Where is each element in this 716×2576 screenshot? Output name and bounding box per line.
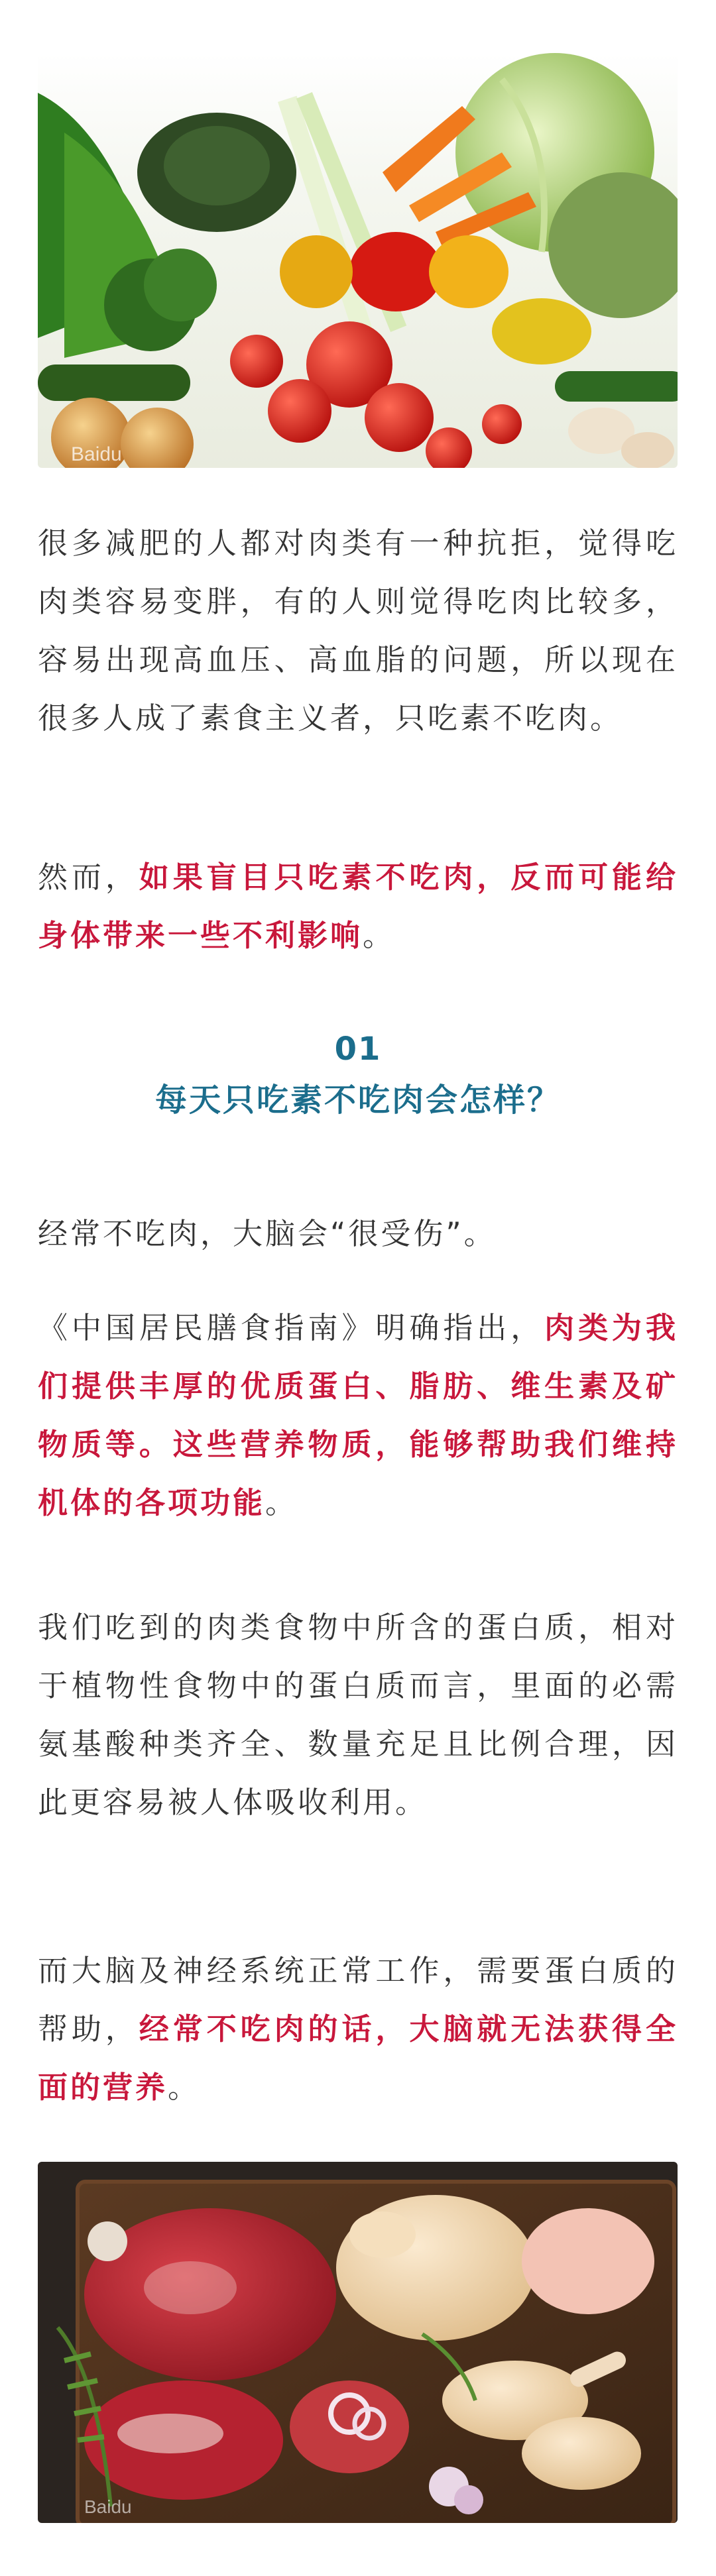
intro-conclusion-lead: 然而， [38,860,139,895]
section-paragraph-brain [38,1205,678,1263]
section-paragraph-protein-text: 我们吃到的肉类食物中所含的蛋白质，相对于植物性食物中的蛋白质而言，里面的必需氨基酸种类齐全、数量充足且比例合理，因此更容易被人体吸收利用。 [38,1610,678,1820]
intro-conclusion-paragraph [38,848,678,965]
vegetables-image [38,53,678,468]
vegetables-illustration [38,53,678,468]
section-paragraph-guideline [38,1299,678,1532]
meat-image [38,2162,678,2523]
section-number: 01 [334,1031,382,1068]
guideline-highlight: 肉类为我们提供丰厚的优质蛋白、脂肪、维生素及矿物质等。这些营养物质，能够帮助我们维持机体的各项功能 [38,1310,678,1520]
section-title: 每天只吃素不吃肉会怎样？ [154,1082,561,1119]
vegetables-watermark: Baidu [71,443,122,465]
nervous-tail: 。 [168,2070,201,2105]
meat-illustration [38,2162,678,2523]
nervous-highlight: 经常不吃肉的话，大脑就无法获得全面的营养 [38,2011,678,2105]
intro-paragraph-text: 很多减肥的人都对肉类有一种抗拒，觉得吃肉类容易变胖，有的人则觉得吃肉比较多，容易出现高血压、高血脂的问题，所以现在很多人成了素食主义者，只吃素不吃肉。 [38,526,678,736]
section-heading [0,1025,716,1127]
section-paragraph-protein [38,1598,678,1832]
intro-paragraph [38,514,678,748]
section-paragraph-nervous-system [38,1942,678,2117]
intro-conclusion-tail: 。 [363,918,396,953]
intro-conclusion-highlight: 如果盲目只吃素不吃肉，反而可能给身体带来一些不利影响 [38,860,678,953]
guideline-lead: 《中国居民膳食指南》明确指出， [38,1310,545,1345]
guideline-tail: 。 [265,1485,298,1520]
meat-watermark: Baidu [84,2496,132,2517]
nervous-lead: 而大脑及神经系统正常工作，需要蛋白质的帮助， [38,1953,678,2046]
section-paragraph-brain-text: 经常不吃肉，大脑会“很受伤”。 [38,1216,497,1251]
